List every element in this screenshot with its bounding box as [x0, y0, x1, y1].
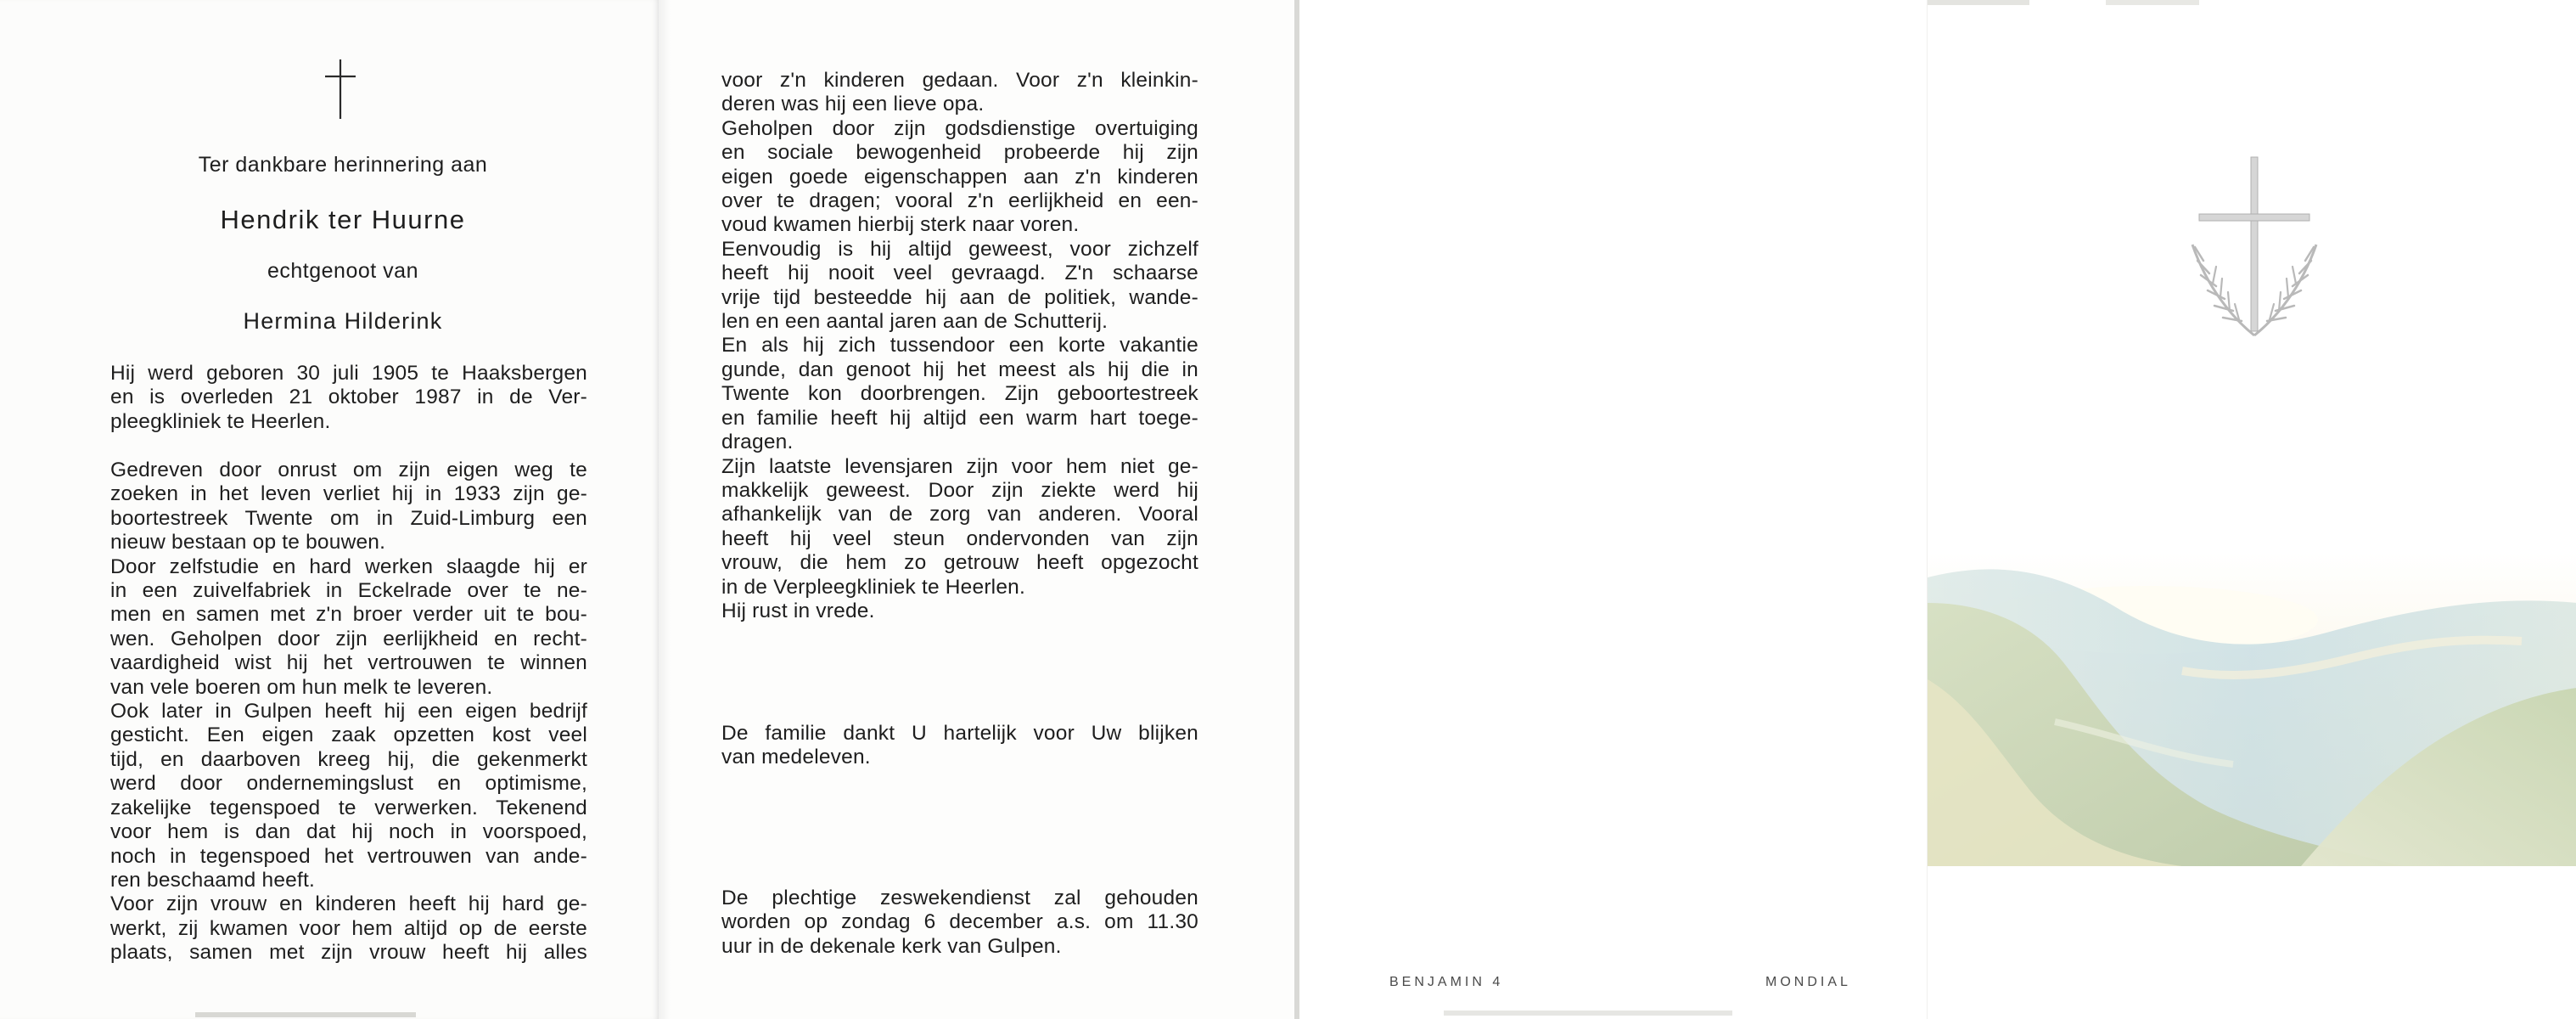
text-line: van vele boeren om hun melk te leveren. [110, 675, 493, 699]
intro-text: Ter dankbare herinnering aan [198, 153, 488, 177]
text-line: worden op zondag 6 december a.s. om 11.30 [721, 910, 1198, 934]
card-back-page [1294, 0, 1927, 1019]
text-line: plaats, samen met zijn vrouw heeft hij alles [110, 941, 587, 965]
deceased-name: Hendrik ter Huurne [220, 205, 466, 234]
text-line: boortestreek Twente om in Zuid-Limburg een [110, 506, 587, 530]
card-left-inner-page [0, 0, 659, 1019]
text-line: voud kwamen hierbij sterk naar voren. [721, 213, 1080, 237]
publisher-label: MONDIAL [1765, 975, 1851, 989]
latin-cross-icon [323, 59, 358, 119]
text-line: deren was hij een lieve opa. [721, 93, 985, 116]
text-line: wen. Geholpen door zijn eerlijkheid en recht- [110, 627, 587, 650]
card-front-cover [1927, 0, 2576, 1019]
text-line: gunde, dan genoot hij het meest als hij die in [721, 357, 1198, 381]
text-line: Twente kon doorbrengen. Zijn geboortestreek [721, 382, 1198, 406]
text-line: werkt, zij kwamen voor hem altijd op de eerste [110, 916, 587, 940]
text-line: En als hij zich tussendoor een korte vakantie [721, 334, 1198, 357]
text-line: vaardigheid wist hij het vertrouwen te winnen [110, 651, 587, 675]
text-line: en familie heeft hij altijd een warm hart toege- [721, 406, 1198, 430]
text-line: Eenvoudig is hij altijd geweest, voor zichzelf [721, 237, 1198, 261]
text-line: zoeken in het leven verliet hij in 1933 zijn ge- [110, 482, 587, 506]
text-line: ren beschaamd heeft. [110, 868, 315, 892]
text-line: Hij rust in vrede. [721, 599, 875, 622]
text-line: Hij werd geboren 30 juli 1905 te Haaksbergen [110, 362, 587, 385]
text-line: men en samen met z'n broer verder uit te bou- [110, 603, 587, 627]
text-line: pleegkliniek te Heerlen. [110, 409, 331, 433]
biography-left-column [110, 459, 587, 966]
text-line: nieuw bestaan op te bouwen. [110, 531, 386, 555]
cross-with-palm-branches-icon [2174, 153, 2335, 348]
text-line: eigen goede eigenschappen aan z'n kinderen [721, 165, 1198, 189]
text-line: voor hem is dan dat hij noch in voorspoed, [110, 820, 587, 844]
text-line: in een zuivelfabriek in Eckelrade over te ne- [110, 579, 587, 603]
text-line: Voor zijn vrouw en kinderen heeft hij hard ge- [110, 892, 587, 916]
text-line: en sociale bewogenheid probeerde hij zijn [721, 141, 1198, 165]
spouse-label: echtgenoot van [267, 259, 418, 283]
text-line: Ook later in Gulpen heeft hij een eigen bedrijf [110, 700, 587, 723]
text-line: uur in de dekenale kerk van Gulpen. [721, 934, 1062, 958]
text-line: van medeleven. [721, 746, 871, 769]
text-line: makkelijk geweest. Door zijn ziekte werd hij [721, 478, 1198, 502]
text-line: over te dragen; vooral z'n eerlijkheid en een- [721, 189, 1198, 213]
spouse-name: Hermina Hilderink [243, 308, 443, 334]
text-line: gesticht. Een eigen zaak opzetten kost veel [110, 723, 587, 747]
text-line: Gedreven door onrust om zijn eigen weg te [110, 459, 587, 481]
paper-edge-mark [2106, 0, 2199, 5]
text-line: heeft hij veel steun ondervonden van zijn [721, 526, 1198, 550]
text-line: De plechtige zeswekendienst zal gehouden [721, 887, 1198, 909]
paper-edge-mark [1928, 0, 2029, 5]
text-line: heeft hij nooit veel gevraagd. Z'n schaarse [721, 262, 1198, 285]
paper-edge-mark [195, 1012, 416, 1017]
text-line: afhankelijk van de zorg van anderen. Vooral [721, 503, 1198, 526]
text-line: in de Verpleegkliniek te Heerlen. [721, 575, 1025, 599]
biography-right-column [721, 69, 1198, 623]
fold-shadow [659, 0, 671, 1019]
text-line: voor z'n kinderen gedaan. Voor z'n kleinkin- [721, 69, 1198, 92]
text-line: vrije tijd besteedde hij aan de politiek, wande- [721, 285, 1198, 309]
text-line: en is overleden 21 oktober 1987 in de Ver- [110, 386, 587, 409]
text-line: noch in tegenspoed het vertrouwen van ande- [110, 844, 587, 868]
text-line: Geholpen door zijn godsdienstige overtuiging [721, 116, 1198, 140]
text-line: werd door ondernemingslust en optimisme, [110, 772, 587, 796]
text-line: len en een aantal jaren aan de Schutterij. [721, 310, 1108, 334]
text-line: zakelijke tegenspoed te verwerken. Tekenend [110, 796, 587, 819]
pastel-landscape-illustration [1928, 552, 2576, 866]
text-line: dragen. [721, 431, 794, 454]
text-line: tijd, en daarboven kreeg hij, die gekenmerkt [110, 747, 587, 771]
printer-series-label: BENJAMIN 4 [1389, 975, 1504, 989]
memorial-service-paragraph [721, 887, 1198, 959]
birth-death-paragraph [110, 362, 587, 434]
text-line: vrouw, die hem zo getrouw heeft opgezocht [721, 551, 1198, 575]
family-thanks-paragraph [721, 722, 1198, 770]
text-line: Door zelfstudie en hard werken slaagde hij er [110, 555, 587, 578]
text-line: De familie dankt U hartelijk voor Uw blijken [721, 722, 1198, 745]
paper-edge-mark [1444, 1011, 1732, 1016]
text-line: Zijn laatste levensjaren zijn voor hem niet ge- [721, 454, 1198, 478]
